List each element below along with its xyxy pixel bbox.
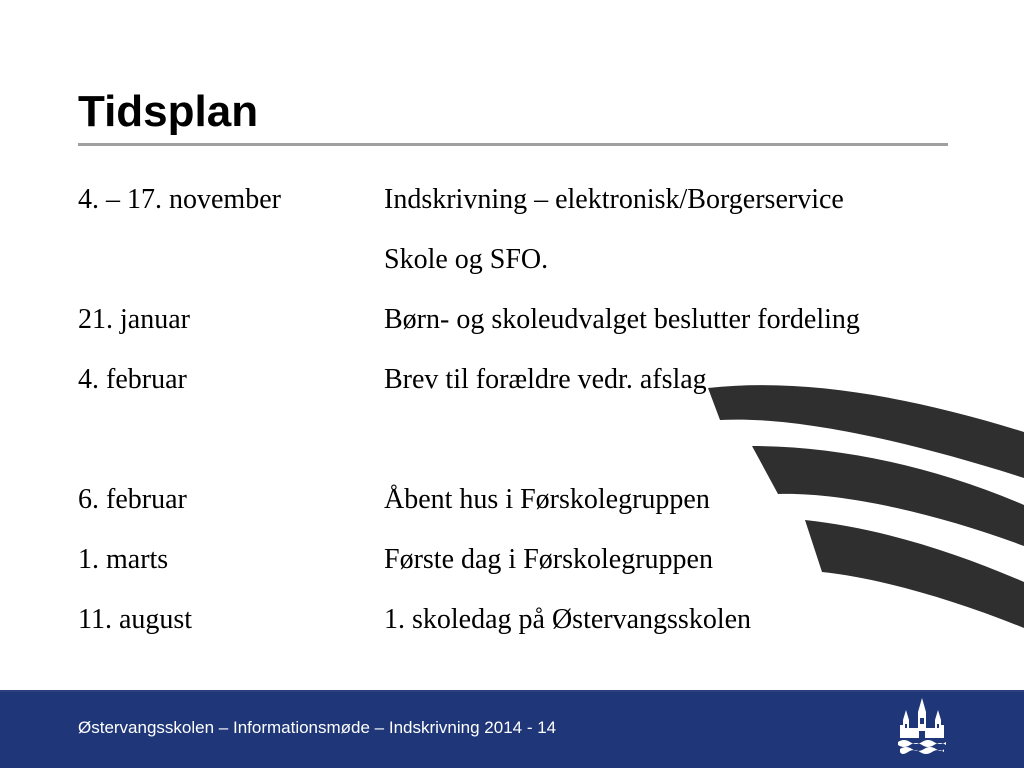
schedule-date: 4. – 17. november [78,184,281,215]
schedule-date: 6. februar [78,484,187,515]
schedule-event: Indskrivning – elektronisk/Borgerservice [384,184,844,215]
schedule-event: Første dag i Førskolegruppen [384,544,713,575]
schedule-row [78,362,978,398]
schedule-event: Åbent hus i Førskolegruppen [384,484,710,515]
schedule-date: 11. august [78,604,193,635]
schedule-row [78,182,978,218]
schedule-date: 1. marts [78,544,169,575]
municipality-castle-logo-icon [892,698,952,756]
slide-title: Tidsplan [78,87,259,136]
schedule-date: 4. februar [78,364,187,395]
schedule-row [78,602,978,638]
schedule-date: 21. januar [78,304,190,335]
schedule-event: Brev til forældre vedr. afslag [384,364,707,395]
footer-text: Østervangsskolen – Informationsmøde – Indskrivning 2014 - 14 [78,718,557,737]
schedule-event: Skole og SFO. [384,244,549,275]
schedule-row [78,542,978,578]
schedule-event: Børn- og skoleudvalget beslutter fordeling [384,304,860,335]
footer-bar [0,690,1024,768]
title-divider [78,143,948,146]
schedule-event: 1. skoledag på Østervangsskolen [384,604,752,635]
schedule-row [78,482,978,518]
schedule-row [78,242,978,278]
schedule-row [78,302,978,338]
